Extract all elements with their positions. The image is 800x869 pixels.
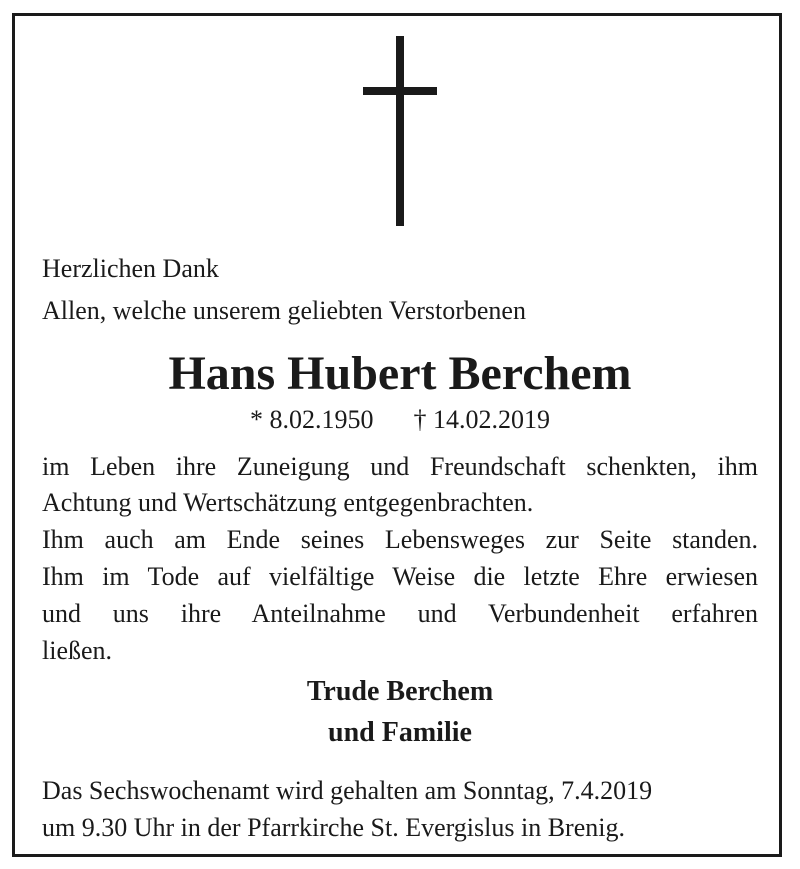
- body-line: ließen.: [42, 636, 113, 665]
- body-line: im Leben ihre Zuneigung und Freundschaft schenkten, ihm: [42, 452, 758, 481]
- life-dates: [42, 402, 758, 438]
- service-line: um 9.30 Uhr in der Pfarrkirche St. Evergislus in Brenig.: [42, 813, 625, 842]
- heading: Herzlichen Dank: [42, 254, 219, 283]
- signature-name: Trude Berchem: [306, 676, 494, 707]
- cross-icon-horizontal: [363, 87, 437, 95]
- cross-icon-vertical: [396, 36, 404, 226]
- service-line: Das Sechswochenamt wird gehalten am Sonntag, 7.4.2019: [42, 776, 653, 805]
- body-line: und uns ihre Anteilnahme und Verbundenheit erfahren: [42, 599, 758, 628]
- deceased-name: Hans Hubert Berchem: [168, 347, 632, 400]
- body-line: Achtung und Wertschätzung entgegenbrachten.: [42, 488, 534, 517]
- death-date: † 14.02.2019: [413, 405, 550, 434]
- signature-family: und Familie: [328, 717, 472, 748]
- body-line: Ihm auch am Ende seines Lebensweges zur Seite standen.: [42, 525, 758, 554]
- intro-text: Allen, welche unserem geliebten Verstorbenen: [42, 296, 526, 325]
- body-line: Ihm im Tode auf vielfältige Weise die letzte Ehre erwiesen: [42, 562, 758, 591]
- birth-date: * 8.02.1950: [250, 405, 374, 434]
